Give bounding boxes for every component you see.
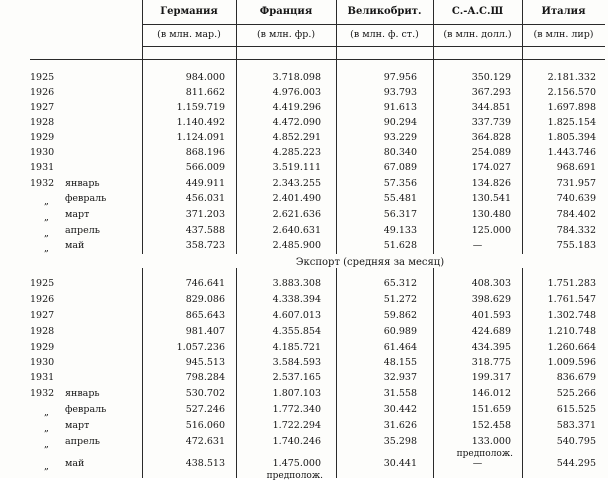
table-cell: 146.012 [471, 388, 511, 399]
table-cell: 2.343.255 [272, 178, 321, 189]
row-year: 1929 [30, 342, 55, 353]
table-cell: 2.485.900 [272, 240, 321, 251]
table-cell: 811.662 [185, 87, 225, 98]
table-cell: 174.027 [471, 162, 511, 173]
column-title: Италия [541, 6, 586, 17]
table-cell: 540.795 [556, 436, 596, 447]
table-cell: 4.472.090 [272, 117, 321, 128]
table-cell: 434.395 [471, 342, 511, 353]
table-cell: 456.031 [185, 193, 225, 204]
table-cell: 364.828 [471, 132, 511, 143]
column-unit: (в млн. ф. ст.) [350, 29, 419, 40]
table-cell: 4.419.296 [272, 102, 321, 113]
table-cell: 152.458 [471, 420, 511, 431]
table-cell: 449.911 [185, 178, 225, 189]
table-cell: 1.805.394 [547, 132, 596, 143]
row-year: 1926 [30, 294, 55, 305]
row-month: май [65, 240, 85, 251]
table-cell: 57.356 [383, 178, 417, 189]
table-cell: 51.628 [383, 240, 417, 251]
table-cell: 984.000 [185, 72, 225, 83]
table-cell: 4.355.854 [272, 326, 321, 337]
table-cell: 868.196 [185, 147, 225, 158]
table-cell: 4.976.003 [272, 87, 321, 98]
table-cell: 67.089 [383, 162, 417, 173]
ditto-mark: „ [44, 212, 49, 223]
table-cell: 437.588 [185, 225, 225, 236]
table-cell: 1.057.236 [176, 342, 225, 353]
row-year: 1927 [30, 102, 55, 113]
table-cell: 1.443.746 [547, 147, 596, 158]
table-cell: 530.702 [185, 388, 225, 399]
row-year: 1928 [30, 117, 55, 128]
table-cell: 133.000 [471, 436, 511, 447]
table-cell: 30.441 [383, 458, 417, 469]
table-cell: 2.621.636 [272, 209, 321, 220]
table-cell: 358.723 [185, 240, 225, 251]
row-month: январь [65, 388, 100, 399]
table-cell: 318.775 [471, 357, 511, 368]
table-cell: 438.513 [185, 458, 225, 469]
table-cell: 398.629 [471, 294, 511, 305]
table-cell: 836.679 [556, 372, 596, 383]
table-cell: 2.537.165 [272, 372, 321, 383]
horizontal-rule [30, 59, 605, 60]
column-title: Франция [259, 6, 313, 17]
table-cell: 134.826 [471, 178, 511, 189]
row-year: 1929 [30, 132, 55, 143]
table-cell: 1.260.664 [547, 342, 596, 353]
column-rule [236, 268, 237, 478]
table-cell: 60.989 [383, 326, 417, 337]
ditto-mark: „ [44, 423, 49, 434]
table-cell: 3.883.308 [272, 278, 321, 289]
table-cell: 740.639 [556, 193, 596, 204]
table-cell: 51.272 [383, 294, 417, 305]
table-cell: 3.584.593 [272, 357, 321, 368]
row-year: 1926 [30, 87, 55, 98]
table-cell: 32.937 [383, 372, 417, 383]
table-cell: 2.156.570 [547, 87, 596, 98]
table-cell: 1.009.596 [547, 357, 596, 368]
table-cell: 1.697.898 [547, 102, 596, 113]
horizontal-rule [142, 46, 605, 47]
table-cell: 1.825.154 [547, 117, 596, 128]
table-cell: 472.631 [185, 436, 225, 447]
column-rule [142, 268, 143, 478]
row-year: 1925 [30, 72, 55, 83]
table-cell: 55.481 [383, 193, 417, 204]
table-cell: 516.060 [185, 420, 225, 431]
ditto-mark: „ [44, 407, 49, 418]
column-title: Германия [160, 6, 218, 17]
table-cell: 65.312 [383, 278, 417, 289]
table-cell: 1.807.103 [272, 388, 321, 399]
horizontal-rule [142, 24, 605, 25]
table-cell: 344.851 [471, 102, 511, 113]
table-cell: 615.525 [556, 404, 596, 415]
table-cell: 566.009 [185, 162, 225, 173]
table-cell: — [472, 458, 483, 469]
table-cell: 3.519.111 [272, 162, 321, 173]
table-cell: 4.852.291 [272, 132, 321, 143]
ditto-mark: „ [44, 243, 49, 254]
ditto-mark: „ [44, 461, 49, 472]
table-cell: 49.133 [383, 225, 417, 236]
table-cell: 544.295 [556, 458, 596, 469]
table-cell: 945.513 [185, 357, 225, 368]
table-cell: 784.402 [556, 209, 596, 220]
table-cell: 31.558 [383, 388, 417, 399]
table-cell: 80.340 [383, 147, 417, 158]
table-cell: 130.541 [471, 193, 511, 204]
table-cell: 31.626 [383, 420, 417, 431]
table-cell: 59.862 [383, 310, 417, 321]
row-year: 1928 [30, 326, 55, 337]
row-year: 1925 [30, 278, 55, 289]
cell-note: предполож. [266, 471, 323, 481]
table-cell: 2.640.631 [272, 225, 321, 236]
ditto-mark: „ [44, 196, 49, 207]
table-cell: 125.000 [471, 225, 511, 236]
table-cell: 408.303 [471, 278, 511, 289]
table-cell: 865.643 [185, 310, 225, 321]
table-cell: 1.740.246 [272, 436, 321, 447]
table-cell: 97.956 [383, 72, 417, 83]
row-month: январь [65, 178, 100, 189]
table-cell: 4.185.721 [272, 342, 321, 353]
row-year: 1927 [30, 310, 55, 321]
table-cell: 48.155 [383, 357, 417, 368]
row-year: 1932 [30, 388, 55, 399]
table-cell: 2.181.332 [547, 72, 596, 83]
table-cell: 91.613 [383, 102, 417, 113]
table-cell: 755.183 [556, 240, 596, 251]
row-month: февраль [65, 404, 107, 415]
table-cell: 784.332 [556, 225, 596, 236]
table-cell: 527.246 [185, 404, 225, 415]
row-month: март [65, 420, 90, 431]
table-cell: 401.593 [471, 310, 511, 321]
ditto-mark: „ [44, 228, 49, 239]
table-cell: 371.203 [185, 209, 225, 220]
table-cell: 1.772.340 [272, 404, 321, 415]
table-cell: 1.302.748 [547, 310, 596, 321]
row-year: 1930 [30, 147, 55, 158]
table-cell: 3.718.098 [272, 72, 321, 83]
table-cell: 829.086 [185, 294, 225, 305]
table-cell: 35.298 [383, 436, 417, 447]
table-cell: 1.210.748 [547, 326, 596, 337]
table-cell: 337.739 [471, 117, 511, 128]
row-year: 1932 [30, 178, 55, 189]
table-cell: 1.761.547 [547, 294, 596, 305]
table-cell: 4.338.394 [272, 294, 321, 305]
table-cell: 1.140.492 [176, 117, 225, 128]
table-cell: 93.229 [383, 132, 417, 143]
row-month: май [65, 458, 85, 469]
column-unit: (в млн. лир) [533, 29, 594, 40]
table-cell: 1.722.294 [272, 420, 321, 431]
row-year: 1931 [30, 372, 55, 383]
table-cell: 1.159.719 [176, 102, 225, 113]
column-unit: (в млн. долл.) [443, 29, 512, 40]
column-title: С.-А.С.Ш [451, 6, 504, 17]
export-section-title: Экспорт (средняя за месяц) [295, 257, 445, 268]
table-cell: 1.751.283 [547, 278, 596, 289]
table-cell: 968.691 [556, 162, 596, 173]
table-cell: — [472, 240, 483, 251]
row-month: март [65, 209, 90, 220]
table-cell: 1.475.000 [272, 458, 321, 469]
column-unit: (в млн. фр.) [256, 29, 316, 40]
table-cell: 1.124.091 [176, 132, 225, 143]
table-cell: 93.793 [383, 87, 417, 98]
table-cell: 130.480 [471, 209, 511, 220]
row-month: февраль [65, 193, 107, 204]
table-cell: 56.317 [383, 209, 417, 220]
table-cell: 199.317 [471, 372, 511, 383]
cell-note: предполож. [456, 449, 513, 459]
table-cell: 798.284 [185, 372, 225, 383]
table-cell: 61.464 [383, 342, 417, 353]
table-cell: 254.089 [471, 147, 511, 158]
table-cell: 731.957 [556, 178, 596, 189]
row-month: апрель [65, 436, 100, 447]
table-cell: 4.285.223 [272, 147, 321, 158]
table-cell: 746.641 [185, 278, 225, 289]
table-cell: 151.659 [471, 404, 511, 415]
row-year: 1931 [30, 162, 55, 173]
table-cell: 4.607.013 [272, 310, 321, 321]
column-unit: (в млн. мар.) [157, 29, 221, 40]
table-cell: 350.129 [471, 72, 511, 83]
table-cell: 30.442 [383, 404, 417, 415]
table-cell: 90.294 [383, 117, 417, 128]
table-cell: 525.266 [556, 388, 596, 399]
table-cell: 981.407 [185, 326, 225, 337]
ditto-mark: „ [44, 439, 49, 450]
row-year: 1930 [30, 357, 55, 368]
table-cell: 367.293 [471, 87, 511, 98]
table-cell: 583.371 [556, 420, 596, 431]
column-title: Великобрит. [347, 6, 422, 17]
row-month: апрель [65, 225, 100, 236]
table-cell: 2.401.490 [272, 193, 321, 204]
table-cell: 424.689 [471, 326, 511, 337]
